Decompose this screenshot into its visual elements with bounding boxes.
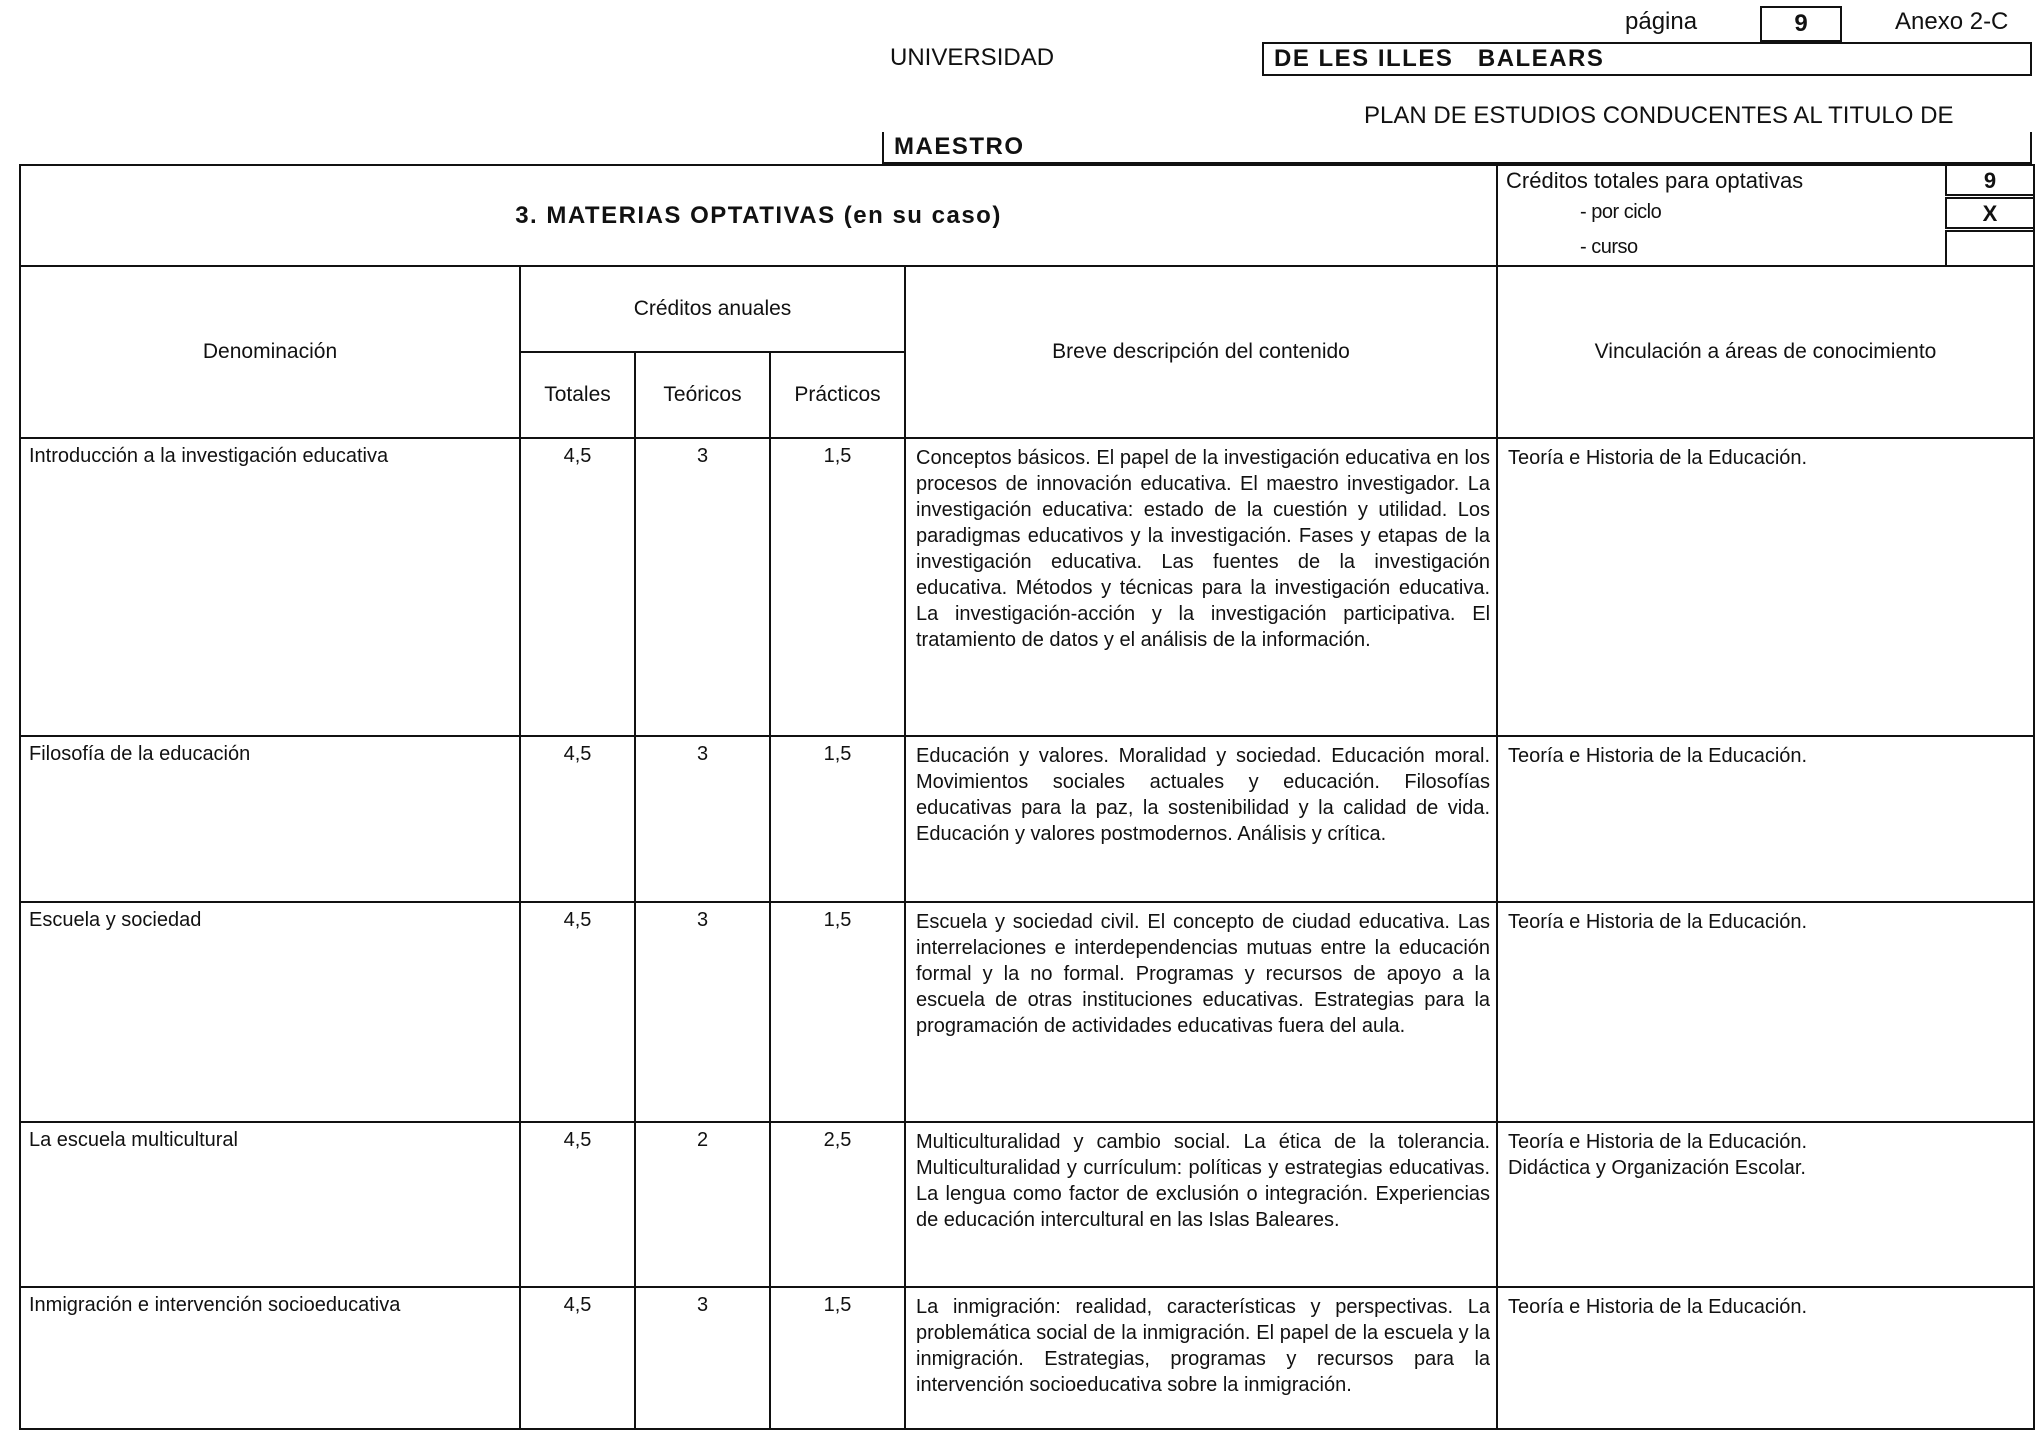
- col-totales: Totales: [520, 352, 635, 438]
- curso-value: [1945, 230, 2035, 265]
- row-denominacion: La escuela multicultural: [20, 1122, 520, 1287]
- row-descripcion: Educación y valores. Moralidad y sociedad. Educación moral. Movimientos sociales actuales y educación. Filosofías educativas para la paz, la sostenibilidad y la calidad de vida. Educación y valores postmodernos. Análisis y crítica.: [905, 736, 1497, 902]
- row-totales: 4,5: [520, 438, 635, 736]
- col-vinculacion: Vinculación a áreas de conocimiento: [1497, 266, 2034, 438]
- row-denominacion: Filosofía de la educación: [20, 736, 520, 902]
- row-denominacion: Inmigración e intervención socioeducativa: [20, 1287, 520, 1429]
- section-title: 3. MATERIAS OPTATIVAS (en su caso): [20, 165, 1497, 266]
- row-vinculacion: [1497, 1122, 2034, 1287]
- row-descripcion: Escuela y sociedad civil. El concepto de ciudad educativa. Las interrelaciones e interdependencias mutuas entre la educación formal y la no formal. Programas y recursos de apoyo a la escuela de otras instituciones educativas. Estrategias para la programación de actividades educativas fuera del aula.: [905, 902, 1497, 1122]
- row-vinculacion: [1497, 438, 2034, 736]
- table-row: [20, 1122, 2034, 1287]
- row-practicos: 1,5: [770, 902, 905, 1122]
- row-teoricos: 3: [635, 902, 770, 1122]
- row-practicos: 1,5: [770, 736, 905, 902]
- table-row: [20, 736, 2034, 902]
- row-area-1: Teoría e Historia de la Educación.: [1508, 911, 1808, 933]
- row-practicos: 2,5: [770, 1122, 905, 1287]
- col-descripcion: Breve descripción del contenido: [905, 266, 1497, 438]
- table-row: [20, 1287, 2034, 1429]
- row-totales: 4,5: [520, 736, 635, 902]
- pagina-value-box: 9: [1760, 6, 1842, 42]
- row-descripcion: La inmigración: realidad, características y perspectivas. La problemática social de la inmigración. El papel de la escuela y la inmigración. Estrategias, programas y recursos para la intervención socioeducativa sobre la inmigración.: [905, 1287, 1497, 1429]
- universidad-label: UNIVERSIDAD: [890, 44, 1055, 71]
- optativas-credits-panel: [1497, 165, 2034, 266]
- column-header-row-1: [20, 266, 2034, 352]
- anexo-label: Anexo 2-C: [1895, 8, 2009, 35]
- row-area-1: Teoría e Historia de la Educación.: [1508, 447, 1808, 469]
- por-ciclo-label: - por ciclo: [1580, 201, 1662, 223]
- titulo-value-box: MAESTRO: [882, 132, 2032, 164]
- por-ciclo-row: [1498, 199, 2033, 232]
- plan-label: PLAN DE ESTUDIOS CONDUCENTES AL TITULO DE: [1364, 102, 1954, 129]
- col-teoricos: Teóricos: [635, 352, 770, 438]
- section-title-row: [20, 165, 2034, 266]
- row-teoricos: 3: [635, 1287, 770, 1429]
- col-denominacion: Denominación: [20, 266, 520, 438]
- creditos-totales-value: 9: [1945, 164, 2035, 196]
- row-totales: 4,5: [520, 1122, 635, 1287]
- row-area-2: Didáctica y Organización Escolar.: [1508, 1157, 1806, 1179]
- row-descripcion: Multiculturalidad y cambio social. La ética de la tolerancia. Multiculturalidad y currículum: políticas y estrategias educativas. La lengua como factor de exclusión o integración. Experiencias de educación intercultural en las Islas Baleares.: [905, 1122, 1497, 1287]
- row-teoricos: 3: [635, 736, 770, 902]
- row-teoricos: 3: [635, 438, 770, 736]
- row-vinculacion: [1497, 736, 2034, 902]
- col-creditos-anuales: Créditos anuales: [520, 266, 905, 352]
- row-vinculacion: [1497, 902, 2034, 1122]
- row-area-1: Teoría e Historia de la Educación.: [1508, 1296, 1808, 1318]
- table-row: [20, 438, 2034, 736]
- col-practicos: Prácticos: [770, 352, 905, 438]
- materias-optativas-table: [19, 164, 2035, 1430]
- row-vinculacion: [1497, 1287, 2034, 1429]
- por-ciclo-value: X: [1945, 197, 2035, 229]
- row-totales: 4,5: [520, 902, 635, 1122]
- creditos-totales-row: [1498, 166, 2033, 199]
- row-area-1: Teoría e Historia de la Educación.: [1508, 745, 1808, 767]
- row-practicos: 1,5: [770, 438, 905, 736]
- curso-row: [1498, 232, 2033, 265]
- row-descripcion: Conceptos básicos. El papel de la investigación educativa en los procesos de innovación educativa. El maestro investigador. La investigación educativa: estado de la cuestión y utilidad. Los paradigmas educativos y la investigación. Fases y etapas de la investigación educativa. Las fuentes de la investigación educativa. Métodos y técnicas para la investigación educativa. La investigación-acción y la investigación participativa. El tratamiento de datos y el análisis de la información.: [905, 438, 1497, 736]
- row-totales: 4,5: [520, 1287, 635, 1429]
- table-row: [20, 902, 2034, 1122]
- universidad-value-box: DE LES ILLES BALEARS: [1262, 42, 2032, 76]
- pagina-label: página: [1625, 8, 1698, 35]
- row-teoricos: 2: [635, 1122, 770, 1287]
- row-area-1: Teoría e Historia de la Educación.: [1508, 1131, 1808, 1153]
- row-practicos: 1,5: [770, 1287, 905, 1429]
- row-denominacion: Escuela y sociedad: [20, 902, 520, 1122]
- creditos-totales-label: Créditos totales para optativas: [1506, 168, 1804, 193]
- curso-label: - curso: [1580, 236, 1638, 258]
- row-denominacion: Introducción a la investigación educativa: [20, 438, 520, 736]
